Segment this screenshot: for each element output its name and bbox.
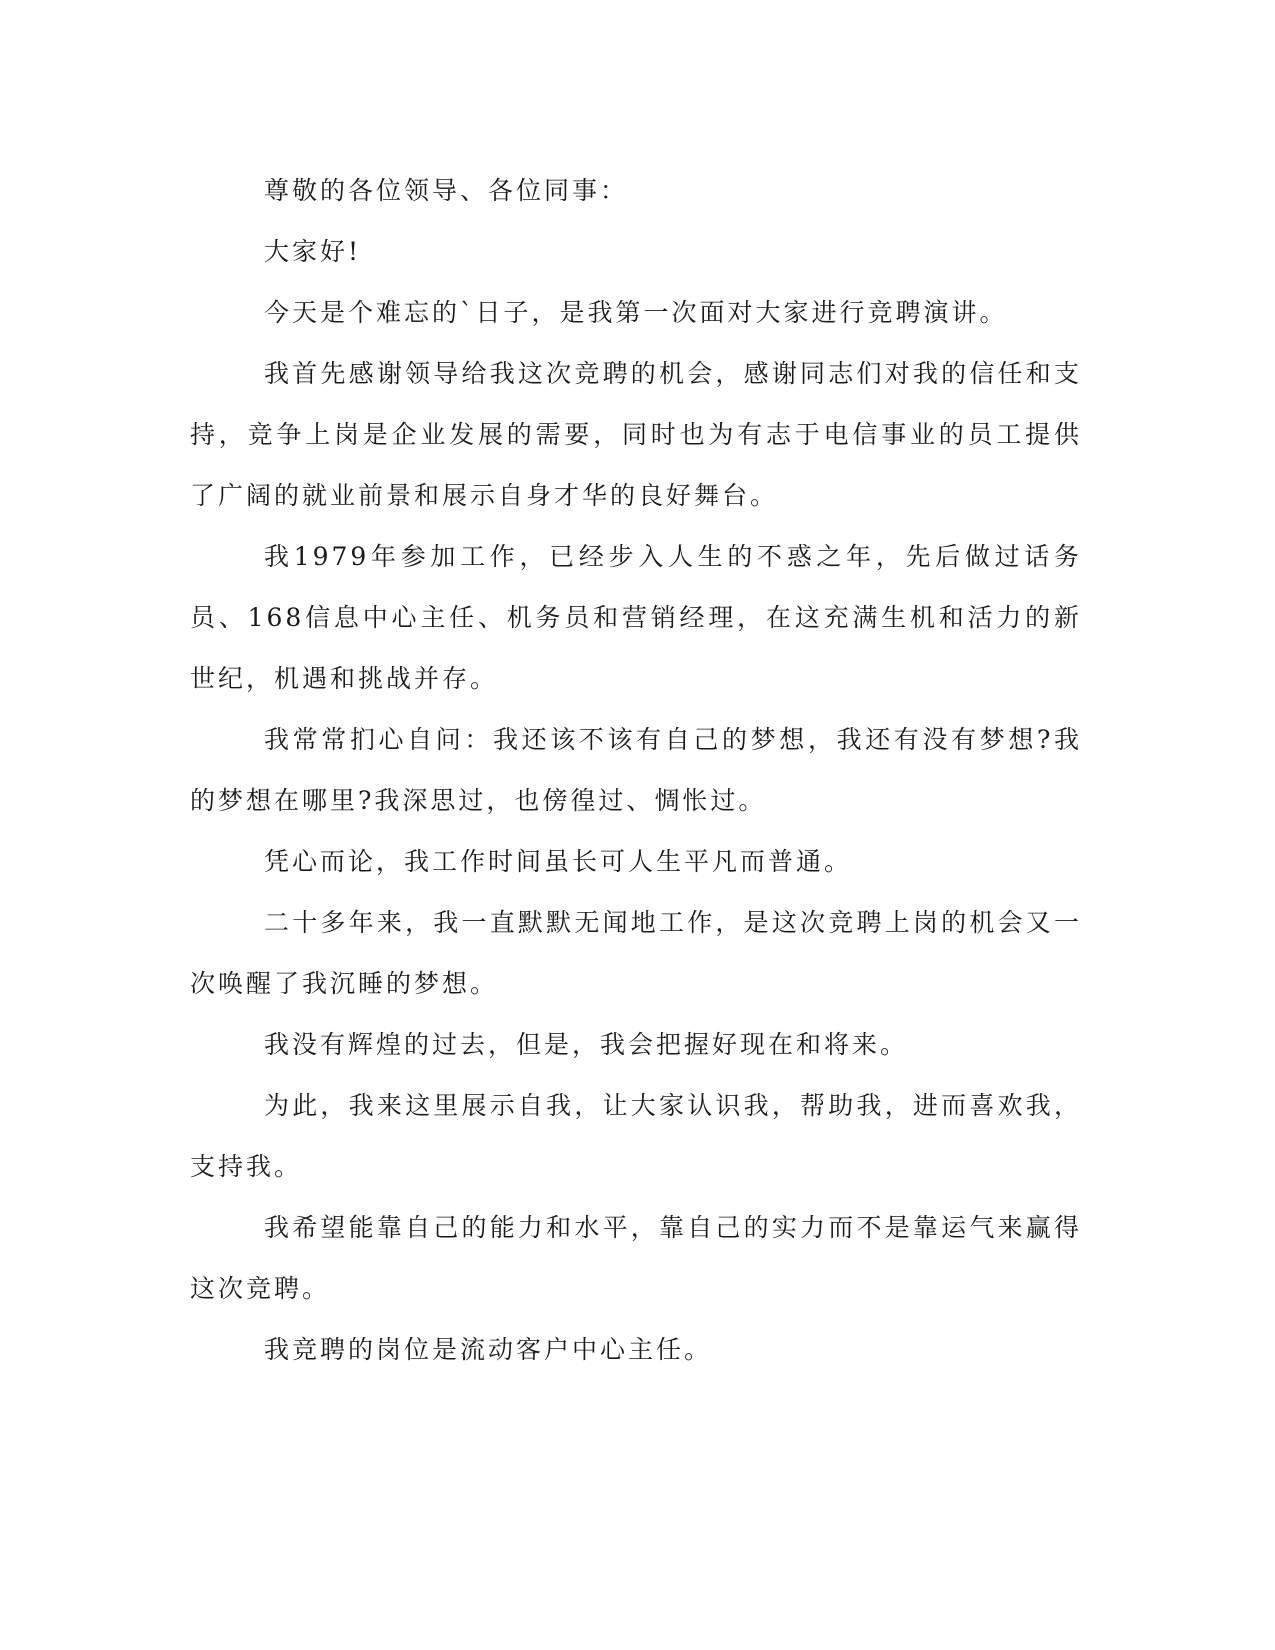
paragraph-5: 我1979年参加工作，已经步入人生的不惑之年，先后做过话务员、168信息中心主任、机务员和营销经理，在这充满生机和活力的新世纪，机遇和挑战并存。: [190, 542, 1082, 693]
paragraph-12: 我竞聘的岗位是流动客户中心主任。: [264, 1335, 713, 1364]
paragraph-10: 为此，我来这里展示自我，让大家认识我，帮助我，进而喜欢我，支持我。: [190, 1091, 1082, 1181]
paragraph-3: 今天是个难忘的`日子，是我第一次面对大家进行竞聘演讲。: [264, 298, 1008, 327]
paragraph-11: 我希望能靠自己的能力和水平，靠自己的实力而不是靠运气来赢得这次竞聘。: [190, 1213, 1082, 1303]
paragraph-4: 我首先感谢领导给我这次竞聘的机会，感谢同志们对我的信任和支持，竞争上岗是企业发展的需要，同时也为有志于电信事业的员工提供了广阔的就业前景和展示自身才华的良好舞台。: [190, 359, 1082, 510]
paragraph-8: 二十多年来，我一直默默无闻地工作，是这次竞聘上岗的机会又一次唤醒了我沉睡的梦想。: [190, 908, 1082, 998]
paragraph-greeting: 大家好!: [264, 237, 362, 266]
paragraph-salutation: 尊敬的各位领导、各位同事：: [264, 176, 629, 205]
paragraph-6: 我常常扪心自问：我还该不该有自己的梦想，我还有没有梦想?我的梦想在哪里?我深思过，也傍徨过、惆怅过。: [190, 725, 1082, 815]
speech-body: [190, 160, 1082, 1380]
paragraph-7: 凭心而论，我工作时间虽长可人生平凡而普通。: [264, 847, 853, 876]
paragraph-9: 我没有辉煌的过去，但是，我会把握好现在和将来。: [264, 1030, 909, 1059]
